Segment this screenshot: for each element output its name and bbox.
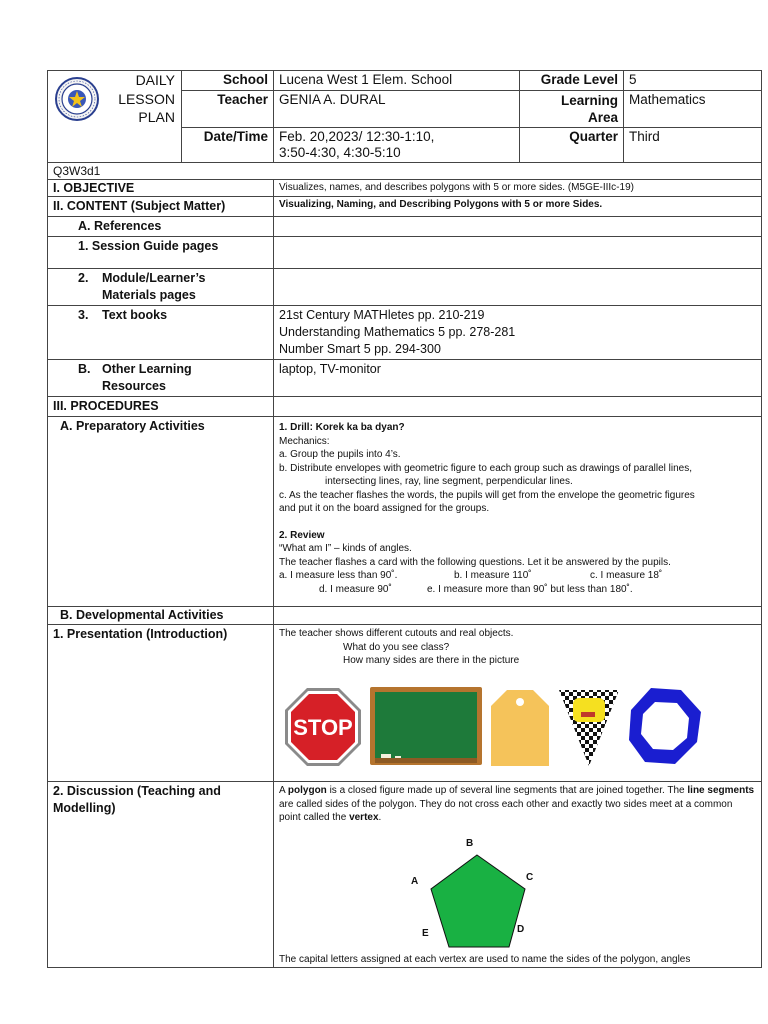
polygon-term: polygon xyxy=(287,785,327,796)
vertex-term: vertex xyxy=(349,812,379,823)
textbooks-label xyxy=(48,306,274,360)
references-label: A. References xyxy=(48,217,274,237)
title-line-daily: DAILY xyxy=(135,72,175,88)
session-guide-value xyxy=(274,237,762,269)
datetime-value-2: 3:50-4:30, 4:30-5:10 xyxy=(279,145,401,160)
objective-value: Visualizes, names, and describes polygons with 5 or more sides. (M5GE-IIIc-19) xyxy=(274,180,762,197)
disc-text-a: A xyxy=(279,785,288,796)
mechanics-a: a. Group the pupils into 4’s. xyxy=(279,449,401,460)
other-resources-label xyxy=(48,360,274,397)
datetime-value-1: Feb. 20,2023/ 12:30-1:10, xyxy=(279,129,435,144)
mechanics-c1: c. As the teacher flashes the words, the pupils will get from the envelope the geometric figures xyxy=(279,489,695,501)
learning-area-value: Mathematics xyxy=(624,91,762,128)
session-guide-label: 1. Session Guide pages xyxy=(48,237,274,269)
mechanics-b1: b. Distribute envelopes with geometric figure to each group such as drawings of parallel lines, xyxy=(279,462,692,474)
deped-seal-icon xyxy=(54,76,100,122)
presentation-line-3: How many sides are there in the picture xyxy=(343,655,520,666)
drill-title: 1. Drill: Korek ka ba dyan? xyxy=(279,422,405,433)
presentation-content xyxy=(274,625,762,782)
review-row-1 xyxy=(279,569,756,583)
learning-area-label xyxy=(520,91,624,128)
preparatory-label: A. Preparatory Activities xyxy=(48,417,274,607)
quarter-value: Third xyxy=(624,128,762,163)
textbooks-value xyxy=(274,306,762,360)
textbook-3: Number Smart 5 pp. 294-300 xyxy=(279,342,441,356)
module-label-num: 2. xyxy=(78,271,89,285)
review-instruction: The teacher flashes a card with the following questions. Let it be answered by the pupils. xyxy=(279,556,671,568)
review-d: d. I measure 90˚ xyxy=(319,583,392,595)
developmental-value xyxy=(274,607,762,625)
body-table xyxy=(47,162,762,968)
review-e: e. I measure more than 90˚ but less than 180˚. xyxy=(427,583,633,595)
disc-text-c: are called sides of the polygon. They do not cross each other and exactly two xyxy=(279,798,621,810)
price-tag-image xyxy=(489,688,551,768)
vertex-label-e: E xyxy=(422,927,429,939)
mechanics-label: Mechanics: xyxy=(279,435,330,447)
module-value xyxy=(274,269,762,306)
review-b: b. I measure 110˚ xyxy=(454,570,532,581)
learning-area-label-1: Learning xyxy=(560,93,618,108)
vertex-label-c: C xyxy=(526,871,534,883)
teacher-label: Teacher xyxy=(182,91,274,128)
discussion-last-line: The capital letters assigned at each vertex are used to name the sides of the polygon, angles xyxy=(279,953,691,965)
other-resources-num: B. xyxy=(78,362,91,376)
review-c: c. I measure 18˚ xyxy=(590,570,663,581)
textbooks-label-text: Text books xyxy=(102,308,168,322)
module-label xyxy=(48,269,274,306)
procedures-label: III. PROCEDURES xyxy=(48,397,274,417)
developmental-label: B. Developmental Activities xyxy=(48,607,274,625)
disc-text-d: sides meet at a common point called the xyxy=(279,798,733,823)
vertex-label-b: B xyxy=(466,837,474,849)
discussion-content xyxy=(274,782,762,968)
datetime-label: Date/Time xyxy=(182,128,274,163)
module-label-1: Module/Learner’s xyxy=(102,271,206,285)
content-label: II. CONTENT (Subject Matter) xyxy=(48,197,274,217)
content-value: Visualizing, Naming, and Describing Polygons with 5 or more Sides. xyxy=(274,197,762,217)
datetime-value xyxy=(274,128,520,163)
discussion-label-2: Modelling) xyxy=(53,801,116,815)
grade-value: 5 xyxy=(624,71,762,91)
quarter-label: Quarter xyxy=(520,128,624,163)
stop-sign-image xyxy=(283,686,363,768)
presentation-images xyxy=(283,678,756,768)
discussion-label xyxy=(48,782,274,968)
pentagon-figure xyxy=(279,831,756,949)
references-value xyxy=(274,217,762,237)
discussion-paragraph xyxy=(279,784,756,825)
title-line-lesson: LESSON xyxy=(118,90,175,107)
line-segments-term: line segments xyxy=(687,785,755,796)
mechanics-c2: and put it on the board assigned for the groups. xyxy=(279,503,490,514)
disc-text-e: . xyxy=(378,812,382,823)
presentation-line-1: The teacher shows different cutouts and real objects. xyxy=(279,628,514,639)
review-title: 2. Review xyxy=(279,529,325,541)
mechanics-b2: intersecting lines, ray, line segment, perpendicular lines. xyxy=(325,476,573,487)
textbooks-label-num: 3. xyxy=(78,308,89,322)
review-a: a. I measure less than 90˚. xyxy=(279,570,398,581)
other-resources-value: laptop, TV-monitor xyxy=(274,360,762,397)
teacher-value: GENIA A. DURAL xyxy=(274,91,520,128)
stop-sign-text: STOP xyxy=(293,714,353,740)
lesson-plan-page xyxy=(47,70,761,968)
module-label-2: Materials pages xyxy=(102,288,196,302)
school-value: Lucena West 1 Elem. School xyxy=(274,71,520,91)
vertex-label-a: A xyxy=(411,875,419,887)
header-table xyxy=(47,70,762,163)
textbook-1: 21st Century MATHletes pp. 210-219 xyxy=(279,308,485,322)
presentation-label: 1. Presentation (Introduction) xyxy=(48,625,274,782)
hexagon-cutout-image xyxy=(627,686,703,768)
discussion-label-1: 2. Discussion (Teaching and xyxy=(53,784,221,798)
procedures-value xyxy=(274,397,762,417)
textbook-2: Understanding Mathematics 5 pp. 278-281 xyxy=(279,325,516,339)
grade-label: Grade Level xyxy=(520,71,624,91)
header-title-cell xyxy=(48,71,182,163)
review-question: “What am I” – kinds of angles. xyxy=(279,543,412,554)
disc-text-b: is a closed figure made up of several line segments that are joined together. The xyxy=(326,785,685,796)
learning-area-label-2: Area xyxy=(587,110,618,125)
other-resources-label-1: Other Learning xyxy=(102,362,192,376)
title-line-plan: PLAN xyxy=(138,109,175,125)
school-label: School xyxy=(182,71,274,91)
chalkboard-image xyxy=(369,686,483,768)
objective-label: I. OBJECTIVE xyxy=(48,180,274,197)
presentation-line-2: What do you see class? xyxy=(343,641,450,653)
pentagon-shape xyxy=(429,853,559,953)
vertex-label-d: D xyxy=(517,923,525,935)
pennant-flag-image xyxy=(557,688,621,768)
other-resources-label-2: Resources xyxy=(102,379,166,393)
lesson-code: Q3W3d1 xyxy=(48,163,762,180)
review-row-2 xyxy=(279,583,756,597)
preparatory-content xyxy=(274,417,762,607)
